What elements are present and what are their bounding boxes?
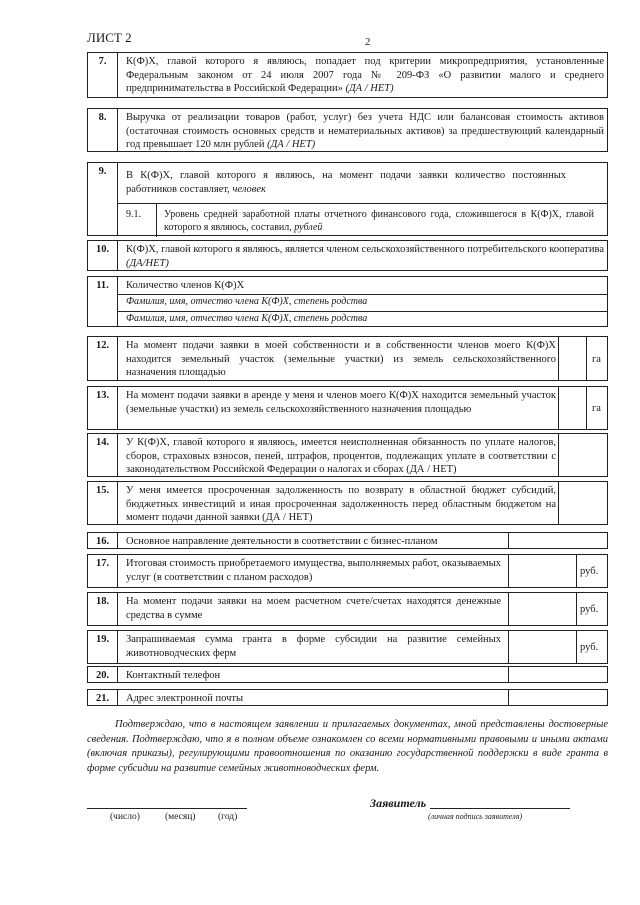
item-9 xyxy=(87,162,608,236)
item-number: 15. xyxy=(88,482,118,524)
item-text: Адрес электронной почты xyxy=(126,693,244,704)
date-day-caption: (число) xyxy=(110,812,140,822)
item-18 xyxy=(87,592,608,626)
item-text: Запрашиваемая сумма гранта в форме субсидии на развитие семейных животноводческих ферм xyxy=(126,634,501,659)
item-number: 16. xyxy=(88,533,118,548)
item-8 xyxy=(87,108,608,152)
item-number: 9. xyxy=(88,163,118,235)
value-cell[interactable] xyxy=(508,631,509,663)
value-cell[interactable] xyxy=(508,593,509,625)
signature-line[interactable] xyxy=(430,808,570,809)
item-number: 12. xyxy=(88,337,118,380)
item-21 xyxy=(87,689,608,706)
item-16 xyxy=(87,532,608,549)
item-text: На момент подачи заявки в моей собственности и в собственности членов моего К(Ф)Х находится земельный участок (земельные участки) из земель сельскохозяйственного назначения площадью xyxy=(126,340,556,378)
answer-cell[interactable] xyxy=(558,482,559,524)
item-text: У меня имеется просроченная задолженность по возврату в областной бюджет субсидий, бюджетных инвестиций и иная просроченная задолженность перед областным бюджетом на момент подачи данной заявки (ДА / НЕТ) xyxy=(126,485,556,523)
date-year-caption: (год) xyxy=(218,812,238,822)
item-text: У К(Ф)Х, главой которого я являюсь, имеется неисполненная обязанность по уплате налогов, сборов, страховых взносов, пеней, штрафов, процентов, подлежащих уплате в соответствии с законодательством Российской Федерации о налогах и сборах (ДА / НЕТ) xyxy=(126,437,556,475)
sheet-label: ЛИСТ 2 xyxy=(87,30,132,45)
value-cell[interactable] xyxy=(558,387,559,429)
unit-label: га xyxy=(592,354,601,365)
declaration-text: Подтверждаю, что в настоящем заявлении и прилагаемых документах, мной представлены достоверные сведения. Подтверждаю, что я в полном объеме ознакомлен со всеми нормативными правовыми и иными актами (включая приказы), регулирующими правоотношения по оказанию государственной поддержки в виде гранта в форме субсидии на развитие семейных животноводческих ферм. xyxy=(87,719,608,774)
item-20 xyxy=(87,666,608,683)
item-text: К(Ф)Х, главой которого я являюсь, попадает под критерии микропредприятия, установленные Федеральным законом от 24 июля 2007 года № 209-ФЗ «О развитии малого и среднего предпринимательства в Российской Федерации» (ДА / НЕТ) xyxy=(126,56,604,94)
applicant-label: Заявитель xyxy=(370,796,427,810)
item-text: К(Ф)Х, главой которого я являюсь, является членом сельскохозяйственного потребительского кооператива (ДА/НЕТ) xyxy=(126,244,604,269)
sub-text: Уровень средней заработной платы отчетного финансового года, сложившегося в К(Ф)Х, главой которого я являюсь, составил, рублей xyxy=(164,209,594,233)
item-13 xyxy=(87,386,608,430)
signature-caption: (личная подпись заявителя) xyxy=(428,812,523,821)
value-cell[interactable] xyxy=(508,555,509,587)
item-12 xyxy=(87,336,608,381)
item-number: 7. xyxy=(88,53,118,97)
family-member-row: Фамилия, имя, отчество члена К(Ф)Х, степень родства xyxy=(118,294,607,311)
item-number: 17. xyxy=(88,555,118,587)
value-cell[interactable] xyxy=(558,337,559,380)
date-line[interactable] xyxy=(87,808,247,809)
item-number: 21. xyxy=(88,690,118,705)
item-text: В К(Ф)Х, главой которого я являюсь, на момент подачи заявки количество постоянных работников составляет, человек xyxy=(126,170,566,195)
item-number: 19. xyxy=(88,631,118,663)
item-number: 11. xyxy=(88,277,118,326)
item-number: 13. xyxy=(88,387,118,429)
page-number: 2 xyxy=(365,36,371,48)
item-number: 18. xyxy=(88,593,118,625)
item-19 xyxy=(87,630,608,664)
email-field[interactable] xyxy=(508,690,509,705)
answer-cell[interactable] xyxy=(558,434,559,476)
unit-label: руб. xyxy=(580,566,599,577)
item-number: 8. xyxy=(88,109,118,151)
value-cell[interactable] xyxy=(508,533,509,548)
unit-label: руб. xyxy=(580,642,599,653)
phone-field[interactable] xyxy=(508,667,509,682)
sub-number: 9.1. xyxy=(126,209,141,220)
unit-label: руб. xyxy=(580,604,599,615)
item-14 xyxy=(87,433,608,477)
item-7 xyxy=(87,52,608,98)
item-text: Выручка от реализации товаров (работ, услуг) без учета НДС или балансовая стоимость активов (остаточная стоимость основных средств и нематериальных активов) за предшествующий календарный год превышает 120 млн рублей (ДА / НЕТ) xyxy=(126,112,604,150)
item-number: 14. xyxy=(88,434,118,476)
item-text: Контактный телефон xyxy=(126,670,221,681)
date-month-caption: (месяц) xyxy=(165,812,196,822)
unit-label: га xyxy=(592,403,601,414)
item-text: На момент подачи заявки в аренде у меня и членов моего К(Ф)Х находится земельный участок (земельные участки) из земель сельскохозяйственного назначения площадью xyxy=(126,390,556,415)
item-number: 20. xyxy=(88,667,118,682)
item-text: На момент подачи заявки на моем расчетном счете/счетах находятся денежные средства в сумме xyxy=(126,596,501,621)
item-10 xyxy=(87,240,608,271)
item-text: Итоговая стоимость приобретаемого имущества, выполняемых работ, оказываемых услуг (в соответствии с планом расходов) xyxy=(126,558,501,583)
item-11 xyxy=(87,276,608,327)
item-9-1 xyxy=(118,203,607,237)
item-text: Количество членов К(Ф)Х xyxy=(126,280,245,291)
item-17 xyxy=(87,554,608,588)
item-number: 10. xyxy=(88,241,118,270)
family-member-row: Фамилия, имя, отчество члена К(Ф)Х, степень родства xyxy=(118,311,607,328)
item-text: Основное направление деятельности в соответствии с бизнес-планом xyxy=(126,536,438,547)
item-15 xyxy=(87,481,608,525)
